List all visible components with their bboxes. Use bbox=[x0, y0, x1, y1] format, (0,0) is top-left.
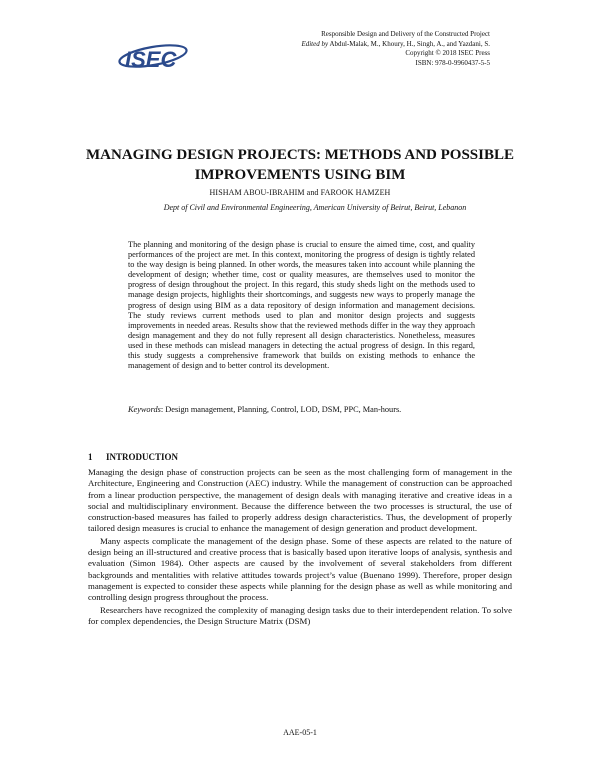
section-number: 1 bbox=[88, 452, 93, 462]
keywords bbox=[128, 405, 488, 414]
section-body bbox=[88, 467, 512, 628]
paragraph: Managing the design phase of construction projects can be seen as the most challenging form of management in the Architecture, Engineering and Construction (AEC) industry. While the management of construction can be approached from a linear production perspective, the management of design deals with managing iterative and creative ideas in a social and multidisciplinary environment. Because the difference between the two processes is structural, the use of construction-based measures has failed to properly address design characteristics. Thus, the development of properly tailored design measures is crucial to enhance the management of design generation and product development. bbox=[88, 467, 512, 534]
copyright: Copyright © 2018 ISEC Press bbox=[405, 49, 490, 57]
proceedings-title: Responsible Design and Delivery of the Constructed Project bbox=[321, 30, 490, 38]
section-heading bbox=[88, 452, 178, 462]
editors: Abdul-Malak, M., Khoury, H., Singh, A., and Yazdani, S. bbox=[329, 39, 490, 48]
paragraph: Many aspects complicate the management of the design phase. Some of these aspects are related to the nature of design being an ill-structured and creative process that is basically based upon iterative loops of analysis, synthesis and evaluation (Simon 1984). Other aspects are caused by the involvement of several stakeholders from different backgrounds and mentalities with relative attitudes towards project’s value (Buenano 1999). Therefore, proper design management is expected to consider these aspects while planning for the design phase as well as while monitoring and controlling design progress throughout the process. bbox=[88, 535, 512, 603]
proceedings-header bbox=[170, 30, 490, 68]
editors-line bbox=[170, 40, 490, 50]
abstract: The planning and monitoring of the design phase is crucial to ensure the aimed time, cost, and quality performances of the project are met. In this context, monitoring the progress of design is tightly related to the way design is being planned. In other words, the measures taken into account while planning the development of design; whether time, cost or quality measures, are themselves used to monitor the progress of design throughout the project. In this regard, this study sheds light on the methods used to manage design projects, highlights their shortcomings, and suggests new ways to properly manage the progress of design using BIM as a data repository of design information and management decisions. The study reviews current methods used to plan and monitor design projects and suggests improvements in needed areas. Results show that the reviewed methods differ in the way they approach design management and they do not fully represent all design characteristics. Nonetheless, measures used in these methods can mislead managers in detecting the actual progress of design. In this regard, this study suggests a comprehensive framework that builds on existing methods to enhance the management of design and to better control its development. bbox=[128, 240, 475, 371]
affiliation: Dept of Civil and Environmental Engineering, American University of Beirut, Beirut, Lebanon bbox=[163, 203, 467, 212]
paragraph: Researchers have recognized the complexity of managing design tasks due to their interdependent relation. To solve for complex dependencies, the Design Structure Matrix (DSM) bbox=[88, 604, 512, 626]
keywords-label: Keywords bbox=[128, 405, 161, 414]
logo-text: ISEC bbox=[125, 47, 177, 72]
authors: HISHAM ABOU-IBRAHIM and FAROOK HAMZEH bbox=[209, 188, 391, 197]
page-number: AAE-05-1 bbox=[283, 728, 317, 737]
section-title: INTRODUCTION bbox=[106, 452, 179, 462]
paper-title: MANAGING DESIGN PROJECTS: METHODS AND POSSIBLE IMPROVEMENTS USING BIM bbox=[86, 147, 514, 183]
keywords-list: : Design management, Planning, Control, LOD, DSM, PPC, Man-hours. bbox=[160, 405, 402, 414]
edited-by-label: Edited by bbox=[301, 39, 329, 48]
isbn: ISBN: 978-0-9960437-5-5 bbox=[415, 58, 490, 67]
